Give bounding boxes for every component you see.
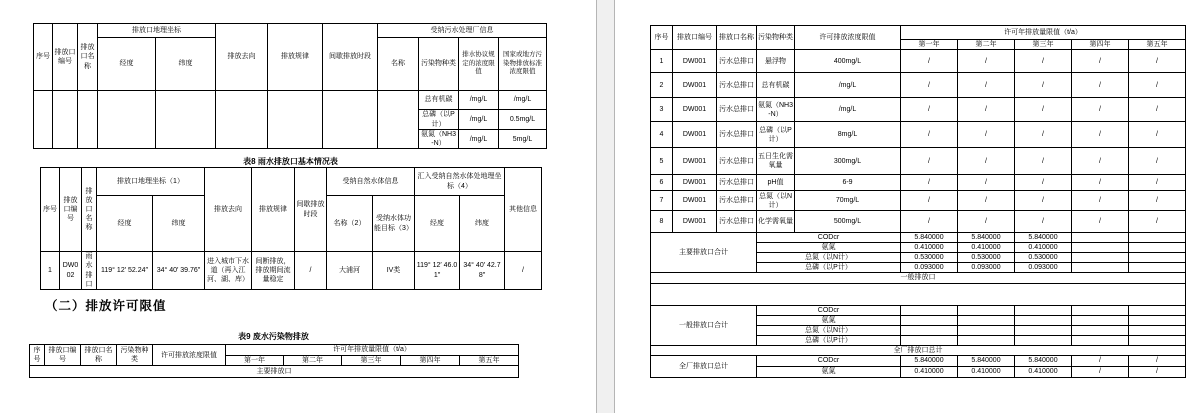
cell: 化学需氧量 — [757, 211, 795, 233]
header-cell: 序号 — [41, 168, 60, 252]
header-cell: 排放口编号 — [60, 168, 82, 252]
cell: 1 — [651, 50, 673, 73]
cell: /mg/L — [459, 91, 499, 110]
cell: 污水总排口 — [717, 98, 757, 122]
cell: / — [1129, 367, 1186, 378]
table9-title: 表9 废水污染物排放 — [238, 332, 309, 341]
cell: 6 — [651, 175, 673, 191]
header-cell: 纬度 — [460, 196, 505, 252]
cell — [1072, 243, 1129, 253]
cell — [1072, 315, 1129, 325]
cell: 氨氮（NH3-N） — [757, 98, 795, 122]
cell: DW001 — [673, 50, 717, 73]
cell: / — [1129, 122, 1186, 148]
header-cell: 国家或地方污染物排放标准浓度限值 — [499, 38, 547, 91]
cell: / — [1129, 175, 1186, 191]
cell: 大浦河 — [327, 252, 373, 290]
cell: 氨氮 — [757, 315, 901, 325]
total-label-cell: 全厂排放口总计 — [651, 356, 757, 378]
cell — [958, 305, 1015, 315]
table-row — [651, 98, 1186, 122]
cell — [1072, 325, 1129, 335]
cell: 总有机碳 — [757, 73, 795, 98]
cell: 总有机碳 — [419, 91, 459, 110]
table-row — [651, 356, 1186, 367]
cell: /mg/L — [795, 73, 901, 98]
cell: 70mg/L — [795, 191, 901, 211]
cell: DW002 — [60, 252, 82, 290]
header-cell: 序号 — [34, 24, 53, 91]
cell — [1072, 335, 1129, 345]
cell: IV类 — [373, 252, 415, 290]
cell — [1129, 335, 1186, 345]
header-cell: 排放口地理坐标（1） — [97, 168, 205, 196]
header-cell: 污染物种类 — [419, 38, 459, 91]
cell — [901, 305, 958, 315]
cell — [1129, 253, 1186, 263]
cell — [98, 91, 156, 149]
header-cell: 第四年 — [1072, 40, 1129, 50]
cell: 总磷（以P计） — [757, 263, 901, 273]
cell — [1015, 335, 1072, 345]
cell: 0.410000 — [901, 243, 958, 253]
cell: 0.410000 — [901, 367, 958, 378]
receiving-plant-info-table — [33, 23, 547, 149]
header-cell: 第二年 — [958, 40, 1015, 50]
table-row — [651, 283, 1186, 305]
header-cell: 排放规律 — [268, 24, 323, 91]
cell: 3 — [651, 98, 673, 122]
header-cell: 第五年 — [460, 356, 519, 366]
header-cell: 第二年 — [284, 356, 342, 366]
cell — [1129, 325, 1186, 335]
cell: / — [1072, 148, 1129, 175]
header-cell: 其他信息 — [505, 168, 542, 252]
cell: CODcr — [757, 233, 901, 243]
header-cell: 排放规律 — [252, 168, 295, 252]
cell: 污水总排口 — [717, 50, 757, 73]
cell: 0.530000 — [958, 253, 1015, 263]
header-cell: 排放口名称 — [717, 26, 757, 50]
table-row — [651, 273, 1186, 283]
cell: 300mg/L — [795, 148, 901, 175]
cell — [1072, 233, 1129, 243]
cell: 5.840000 — [901, 233, 958, 243]
cell: / — [901, 148, 958, 175]
cell: 0.093000 — [901, 263, 958, 273]
cell — [1072, 253, 1129, 263]
header-cell: 排水协议规定的浓度限值 — [459, 38, 499, 91]
header-cell: 纬度 — [153, 196, 205, 252]
table-row — [651, 26, 1186, 40]
cell: /mg/L — [795, 98, 901, 122]
cell: / — [1072, 73, 1129, 98]
header-cell: 间歇排放时段 — [295, 168, 327, 252]
header-cell: 纬度 — [156, 38, 216, 91]
header-cell: 排放口编号 — [45, 345, 81, 366]
cell: 5.840000 — [1015, 356, 1072, 367]
cell: 34° 40′ 39.76″ — [153, 252, 205, 290]
cell: 1 — [41, 252, 60, 290]
cell: 间断排放，排放期间流量稳定 — [252, 252, 295, 290]
cell: 8mg/L — [795, 122, 901, 148]
header-cell: 间歇排放时段 — [323, 24, 378, 91]
cell: 5.840000 — [958, 233, 1015, 243]
cell: 500mg/L — [795, 211, 901, 233]
category-row-cell: 一般排放口 — [651, 273, 1186, 283]
category-row-cell: 全厂排放口总计 — [651, 345, 1186, 355]
cell: 总氮（以N计） — [757, 325, 901, 335]
cell — [1015, 315, 1072, 325]
cell — [1072, 263, 1129, 273]
cell — [958, 325, 1015, 335]
table9-continued — [650, 25, 1186, 378]
table-row — [651, 122, 1186, 148]
cell: / — [901, 98, 958, 122]
header-cell: 经度 — [98, 38, 156, 91]
cell: / — [958, 98, 1015, 122]
cell — [1129, 315, 1186, 325]
cell — [34, 91, 53, 149]
cell: DW001 — [673, 98, 717, 122]
table8-rainwater-outlet — [40, 167, 542, 290]
cell: / — [1072, 122, 1129, 148]
header-cell: 第三年 — [1015, 40, 1072, 50]
cell: 400mg/L — [795, 50, 901, 73]
document-page-right — [615, 0, 1197, 413]
cell: DW001 — [673, 191, 717, 211]
cell: 0.410000 — [958, 243, 1015, 253]
table-row — [30, 345, 519, 356]
cell — [268, 91, 323, 149]
cell: /mg/L — [459, 130, 499, 149]
header-cell: 许可年排放量限值（t/a） — [901, 26, 1186, 40]
cell: DW001 — [673, 211, 717, 233]
cell: 8 — [651, 211, 673, 233]
cell: 0.410000 — [1015, 367, 1072, 378]
page-gap — [596, 0, 615, 413]
cell: / — [1072, 175, 1129, 191]
cell: 污水总排口 — [717, 148, 757, 175]
section-heading: （二）排放许可限值 — [45, 299, 167, 313]
cell: / — [901, 122, 958, 148]
header-cell: 受纳自然水体信息 — [327, 168, 415, 196]
cell: /mg/L — [499, 91, 547, 110]
header-cell: 汇入受纳自然水体处地理坐标（4） — [415, 168, 505, 196]
table-row — [651, 50, 1186, 73]
cell: 6-9 — [795, 175, 901, 191]
total-label-cell: 主要排放口合计 — [651, 233, 757, 273]
cell: 0.5mg/L — [499, 110, 547, 130]
cell: 5mg/L — [499, 130, 547, 149]
cell — [1015, 305, 1072, 315]
header-cell: 第三年 — [342, 356, 401, 366]
cell: / — [1072, 98, 1129, 122]
cell: 总磷（以P计） — [757, 122, 795, 148]
cell: 进入城市下水道（再入江河、湖、库） — [205, 252, 252, 290]
cell: 污水总排口 — [717, 191, 757, 211]
header-cell: 名称 — [378, 38, 419, 91]
table-row — [651, 175, 1186, 191]
header-cell: 排放口名称 — [78, 24, 98, 91]
cell — [216, 91, 268, 149]
cell: / — [1015, 73, 1072, 98]
cell: / — [1072, 191, 1129, 211]
table-row — [651, 305, 1186, 315]
cell — [323, 91, 378, 149]
cell: / — [1015, 191, 1072, 211]
header-cell: 污染物种类 — [117, 345, 153, 366]
cell: / — [1129, 211, 1186, 233]
document-page-left — [0, 0, 596, 413]
cell: / — [1129, 356, 1186, 367]
cell: / — [1015, 122, 1072, 148]
header-cell: 经度 — [97, 196, 153, 252]
cell — [1129, 233, 1186, 243]
cell: / — [901, 73, 958, 98]
table9-wastewater-discharge — [29, 344, 519, 378]
header-cell: 第五年 — [1129, 40, 1186, 50]
cell: DW001 — [673, 175, 717, 191]
table-row — [651, 191, 1186, 211]
header-cell: 许可排放浓度限值 — [795, 26, 901, 50]
cell: 污水总排口 — [717, 211, 757, 233]
table-row — [651, 148, 1186, 175]
table-row — [41, 168, 542, 196]
cell: 雨水排口 — [82, 252, 97, 290]
header-cell: 许可年排放量限值（t/a） — [226, 345, 519, 356]
header-cell: 污染物种类 — [757, 26, 795, 50]
cell: / — [1129, 73, 1186, 98]
header-cell: 名称（2） — [327, 196, 373, 252]
cell: CODcr — [757, 356, 901, 367]
cell: 5.840000 — [901, 356, 958, 367]
table-row — [651, 73, 1186, 98]
cell: / — [901, 50, 958, 73]
cell: pH值 — [757, 175, 795, 191]
cell — [156, 91, 216, 149]
cell: / — [1015, 211, 1072, 233]
cell — [53, 91, 78, 149]
cell: / — [1072, 367, 1129, 378]
table-row — [34, 24, 547, 38]
cell: 4 — [651, 122, 673, 148]
header-cell: 排放口编号 — [53, 24, 78, 91]
header-cell: 排放口名称 — [82, 168, 97, 252]
table-row — [651, 345, 1186, 355]
table8-title: 表8 雨水排放口基本情况表 — [243, 157, 338, 166]
cell: 5.840000 — [1015, 233, 1072, 243]
table-row — [34, 91, 547, 110]
cell: 总磷（以P计） — [419, 110, 459, 130]
header-cell: 受纳污水处理厂信息 — [378, 24, 547, 38]
cell — [1072, 305, 1129, 315]
cell: 总氮（以N计） — [757, 191, 795, 211]
header-cell: 排放口编号 — [673, 26, 717, 50]
cell: 0.410000 — [1015, 243, 1072, 253]
cell: 总磷（以P计） — [757, 335, 901, 345]
header-cell: 排放口地理坐标 — [98, 24, 216, 38]
cell: / — [1072, 50, 1129, 73]
table-row — [651, 233, 1186, 243]
cell — [1129, 305, 1186, 315]
cell — [1129, 243, 1186, 253]
cell: 0.530000 — [901, 253, 958, 263]
cell: / — [958, 211, 1015, 233]
cell: / — [1015, 175, 1072, 191]
cell: CODcr — [757, 305, 901, 315]
cell: / — [958, 50, 1015, 73]
header-cell: 排放口名称 — [81, 345, 117, 366]
cell: / — [1015, 50, 1072, 73]
header-cell: 排放去向 — [216, 24, 268, 91]
cell: 污水总排口 — [717, 175, 757, 191]
cell: / — [958, 73, 1015, 98]
table-row — [41, 252, 542, 290]
cell: DW001 — [673, 148, 717, 175]
cell: 2 — [651, 73, 673, 98]
cell: / — [1015, 98, 1072, 122]
header-cell: 许可排放浓度限值 — [153, 345, 226, 366]
blank-row-cell — [651, 283, 1186, 305]
cell: / — [958, 175, 1015, 191]
cell: / — [1129, 191, 1186, 211]
cell — [958, 315, 1015, 325]
cell: 0.530000 — [1015, 253, 1072, 263]
cell: 0.093000 — [958, 263, 1015, 273]
header-cell: 经度 — [415, 196, 460, 252]
cell: 0.410000 — [958, 367, 1015, 378]
cell — [901, 325, 958, 335]
header-cell: 排放去向 — [205, 168, 252, 252]
cell: / — [1015, 148, 1072, 175]
cell: / — [958, 122, 1015, 148]
cell: 氨氮 — [757, 243, 901, 253]
cell — [378, 91, 419, 149]
header-cell: 受纳水体功能目标（3） — [373, 196, 415, 252]
cell: / — [901, 191, 958, 211]
cell: 氨氮 — [757, 367, 901, 378]
cell: 7 — [651, 191, 673, 211]
cell: / — [295, 252, 327, 290]
cell: DW001 — [673, 73, 717, 98]
cell — [958, 335, 1015, 345]
header-cell: 第四年 — [401, 356, 460, 366]
header-cell: 第一年 — [226, 356, 284, 366]
cell: /mg/L — [459, 110, 499, 130]
cell: 119° 12′ 46.01″ — [415, 252, 460, 290]
cell: / — [1129, 148, 1186, 175]
cell: / — [1072, 356, 1129, 367]
cell: / — [958, 148, 1015, 175]
cell — [1129, 263, 1186, 273]
table-row — [651, 211, 1186, 233]
header-cell: 序号 — [651, 26, 673, 50]
cell: / — [1072, 211, 1129, 233]
cell — [901, 315, 958, 325]
cell — [1015, 325, 1072, 335]
cell: DW001 — [673, 122, 717, 148]
cell: 氨氮（NH3-N） — [419, 130, 459, 149]
cell: / — [901, 175, 958, 191]
total-label-cell: 一般排放口合计 — [651, 305, 757, 345]
cell: / — [1129, 50, 1186, 73]
cell: 污水总排口 — [717, 73, 757, 98]
cell: 五日生化需氧量 — [757, 148, 795, 175]
cell: 污水总排口 — [717, 122, 757, 148]
cell: 119° 12′ 52.24″ — [97, 252, 153, 290]
cell: 34° 40′ 42.78″ — [460, 252, 505, 290]
cell — [901, 335, 958, 345]
cell: 悬浮物 — [757, 50, 795, 73]
cell — [78, 91, 98, 149]
cell: / — [958, 191, 1015, 211]
cell: 0.093000 — [1015, 263, 1072, 273]
header-cell: 序号 — [30, 345, 45, 366]
cell: 5 — [651, 148, 673, 175]
cell: / — [901, 211, 958, 233]
table-row — [30, 366, 519, 378]
header-cell: 第一年 — [901, 40, 958, 50]
category-row-cell: 主要排放口 — [30, 366, 519, 378]
cell: 总氮（以N计） — [757, 253, 901, 263]
cell: 5.840000 — [958, 356, 1015, 367]
cell: / — [505, 252, 542, 290]
cell: / — [1129, 98, 1186, 122]
